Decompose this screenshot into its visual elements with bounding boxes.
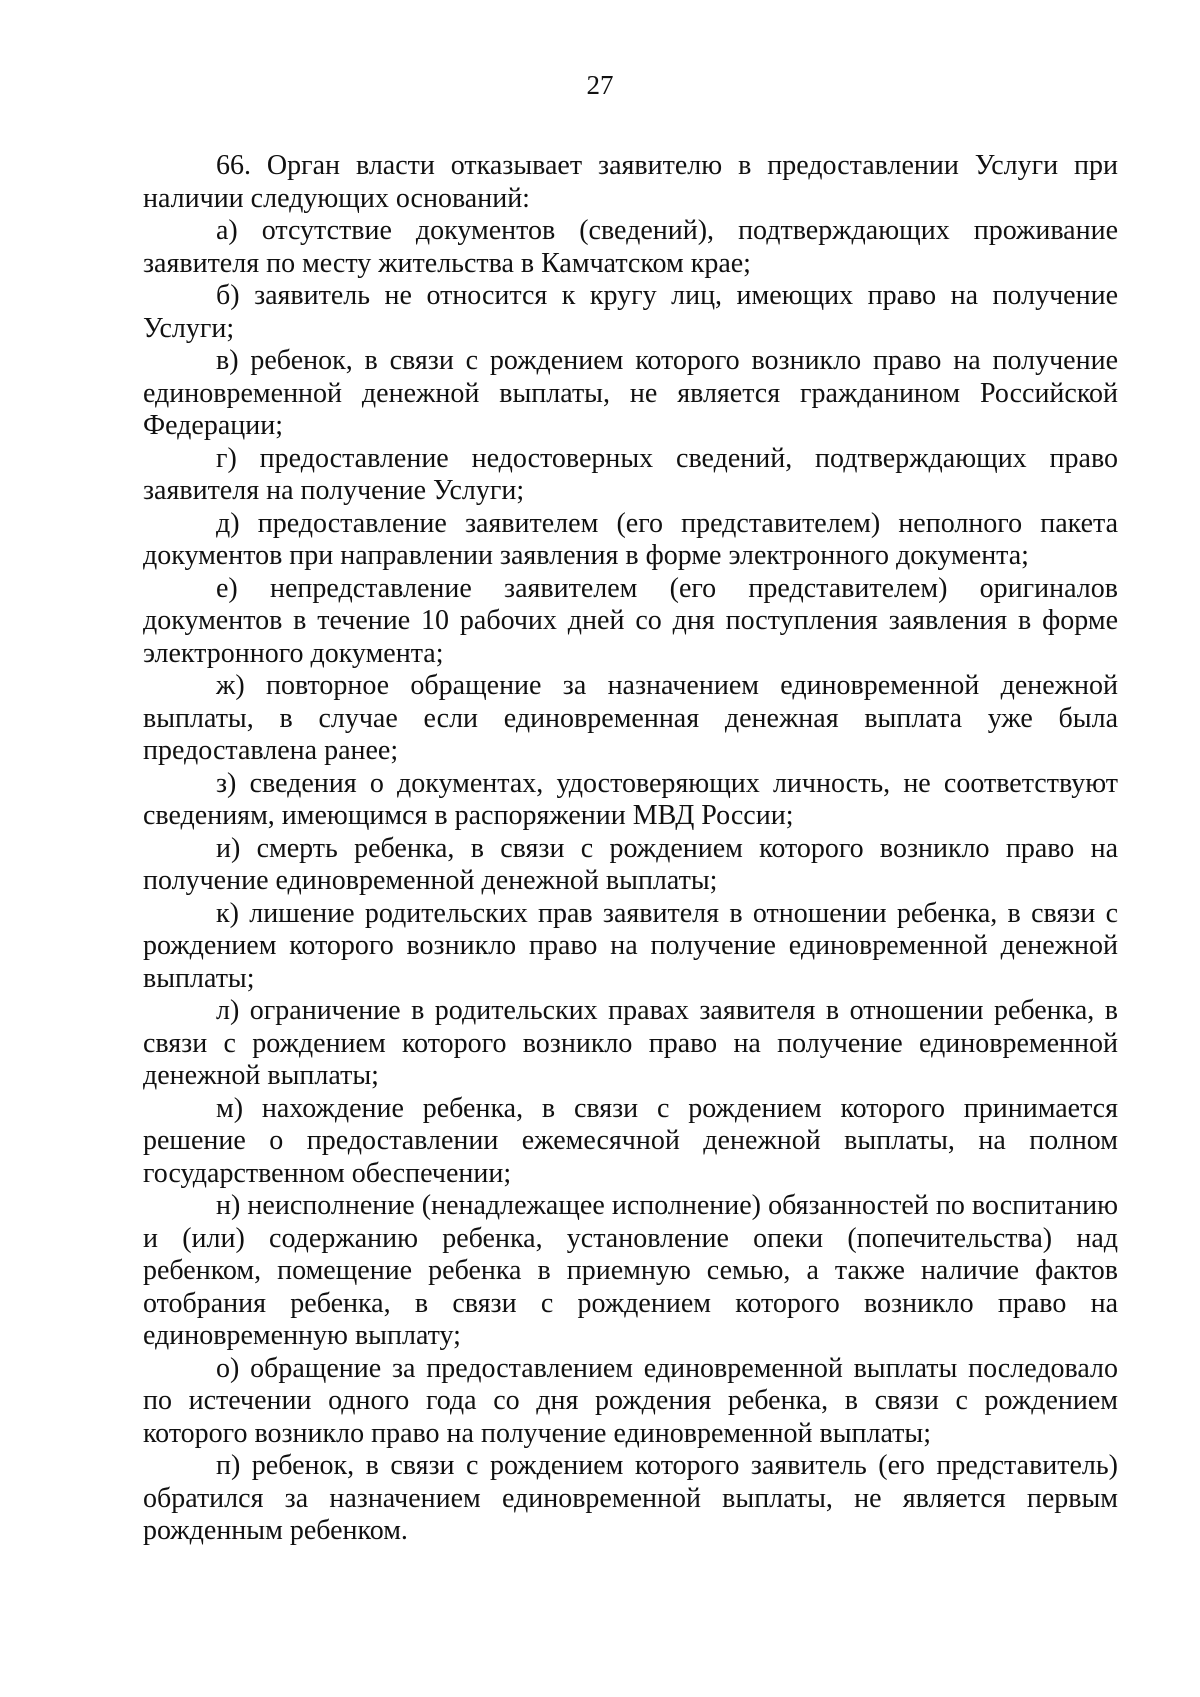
- list-item-zh: ж) повторное обращение за назначением единовременной денежной выплаты, в случае если единовременная денежная выплата уже была предоставлена ранее;: [143, 670, 1118, 766]
- list-item-o: о) обращение за предоставлением единовременной выплаты последовало по истечении одного года со дня рождения ребенка, в связи с рождением которого возникло право на получение единовременной выплаты;: [143, 1352, 1118, 1449]
- list-item-k: к) лишение родительских прав заявителя в отношении ребенка, в связи с рождением которого возникло право на получение единовременной денежной выплаты;: [143, 897, 1118, 994]
- list-item-b: б) заявитель не относится к кругу лиц, имеющих право на получение Услуги;: [143, 280, 1118, 344]
- paragraph-66-intro: 66. Орган власти отказывает заявителю в предоставлении Услуги при наличии следующих оснований:: [143, 150, 1118, 214]
- list-item-g: г) предоставление недостоверных сведений, подтверждающих право заявителя на получение Услуги;: [143, 442, 1118, 506]
- list-item-z: з) сведения о документах, удостоверяющих личность, не соответствуют сведениям, имеющимся в распоряжении МВД России;: [143, 767, 1118, 831]
- page-number: 27: [586, 70, 614, 100]
- list-item-i: и) смерть ребенка, в связи с рождением которого возникло право на получение единовременной денежной выплаты;: [143, 832, 1118, 896]
- list-item-l: л) ограничение в родительских правах заявителя в отношении ребенка, в связи с рождением которого возникло право на получение единовременной денежной выплаты;: [143, 995, 1118, 1091]
- list-item-d: д) предоставление заявителем (его представителем) неполного пакета документов при направлении заявления в форме электронного документа;: [143, 507, 1118, 571]
- list-item-p: п) ребенок, в связи с рождением которого заявитель (его представитель) обратился за назначением единовременной выплаты, не является первым рожденным ребенком.: [143, 1450, 1118, 1546]
- list-item-n: н) неисполнение (ненадлежащее исполнение) обязанностей по воспитанию и (или) содержанию ребенка, установление опеки (попечительства) над ребенком, помещение ребенка в приемную семью, а также наличие фактов отобрания ребенка, в связи с рождением которого возникло право на единовременную выплату;: [143, 1190, 1118, 1351]
- list-item-a: а) отсутствие документов (сведений), подтверждающих проживание заявителя по месту жительства в Камчатском крае;: [143, 215, 1118, 279]
- list-item-e: е) непредставление заявителем (его представителем) оригиналов документов в течение 10 рабочих дней со дня поступления заявления в форме электронного документа;: [143, 572, 1118, 669]
- list-item-m: м) нахождение ребенка, в связи с рождением которого принимается решение о предоставлении ежемесячной денежной выплаты, на полном государственном обеспечении;: [143, 1092, 1118, 1189]
- list-item-v: в) ребенок, в связи с рождением которого возникло право на получение единовременной денежной выплаты, не является гражданином Российской Федерации;: [143, 345, 1118, 441]
- document-body: [143, 150, 1118, 1548]
